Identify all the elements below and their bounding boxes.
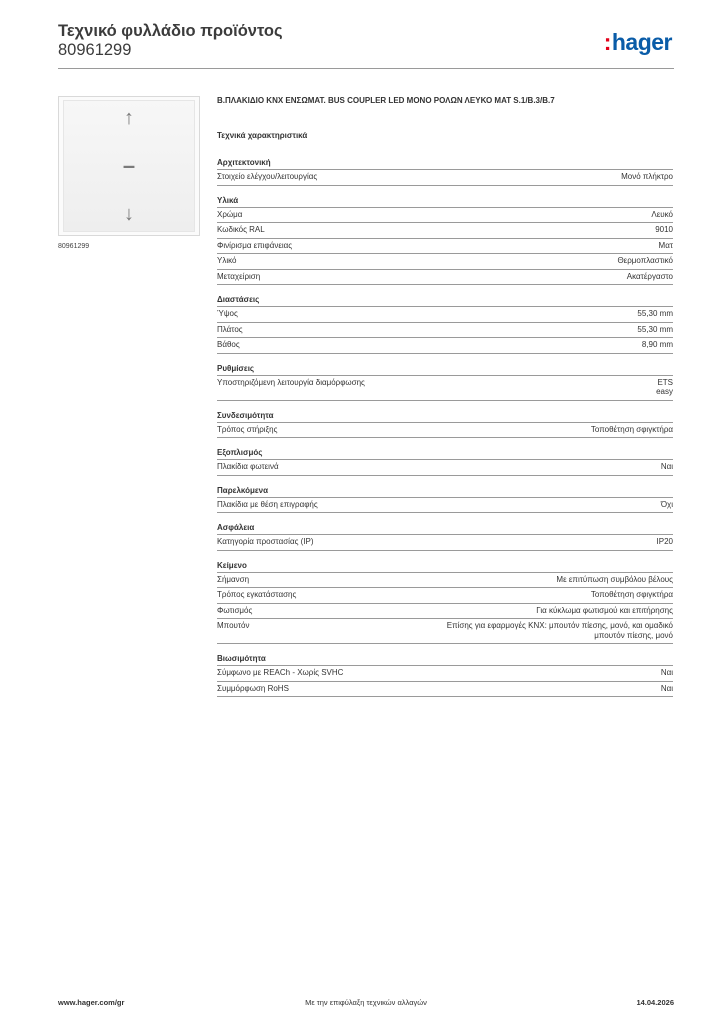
spec-value (556, 575, 673, 585)
spec-value (621, 172, 673, 182)
spec-value (656, 378, 673, 397)
spec-content (217, 96, 673, 707)
spec-group (217, 411, 673, 439)
website-link[interactable]: www.hager.com/gr (58, 998, 125, 1007)
spec-label: Σύμφωνο με REACh - Χωρίς SVHC (217, 668, 344, 677)
spec-row (217, 682, 673, 698)
spec-value-line: Επίσης για εφαρμογές KNX: μπουτόν πίεσης, μονό, και ομαδικό (446, 621, 673, 630)
dash-icon: – (122, 153, 136, 178)
spec-label: Μπουτόν (217, 621, 250, 630)
spec-value (637, 309, 673, 319)
spec-value-line: Θερμοπλαστικό (617, 256, 673, 265)
spec-value (661, 462, 673, 472)
spec-value (659, 241, 673, 251)
spec-row (217, 323, 673, 339)
spec-value-line: IP20 (656, 537, 673, 546)
footer-notice: Με την επιφύλαξη τεχνικών αλλαγών (305, 998, 427, 1007)
spec-group (217, 561, 673, 645)
spec-group (217, 158, 673, 186)
spec-row (217, 338, 673, 354)
spec-group-title: Κείμενο (217, 561, 673, 573)
spec-value (536, 606, 673, 616)
arrow-down-icon: ↓ (124, 203, 134, 225)
spec-value-line: Ματ (658, 240, 673, 250)
spec-group (217, 486, 673, 514)
spec-row (217, 535, 673, 551)
spec-value-line: easy (656, 387, 673, 396)
logo-text: hager (611, 29, 672, 55)
spec-group (217, 654, 673, 697)
spec-value-line: Τοποθέτηση σφιγκτήρα (590, 424, 673, 434)
spec-group-title: Διαστάσεις (217, 295, 673, 307)
spec-row (217, 376, 673, 401)
spec-label: Κατηγορία προστασίας (IP) (217, 537, 314, 546)
spec-row (217, 604, 673, 620)
spec-value-line: μπουτόν πίεσης, μονό (594, 630, 673, 640)
spec-group-title: Ασφάλεια (217, 523, 673, 535)
spec-value (617, 256, 673, 266)
spec-label: Τρόπος εγκατάστασης (217, 590, 297, 599)
arrow-up-icon: ↑ (124, 107, 134, 129)
spec-value-line: 9010 (655, 225, 673, 234)
spec-value (655, 225, 673, 235)
specs-heading: Τεχνικά χαρακτηριστικά (217, 131, 308, 140)
logo-colon: : (603, 29, 611, 55)
spec-group (217, 523, 673, 551)
spec-group (217, 448, 673, 476)
spec-label: Σήμανση (217, 574, 250, 584)
spec-label: Υλικό (217, 256, 237, 265)
spec-row (217, 239, 673, 255)
spec-row (217, 423, 673, 439)
spec-value (637, 325, 673, 335)
spec-value-line: Με επιτύπωση συμβόλου βέλους (556, 574, 673, 584)
spec-group-title: Εξοπλισμός (217, 448, 673, 460)
spec-value-line: Λευκό (651, 209, 673, 219)
spec-value (627, 272, 673, 282)
spec-label: Πλακίδια με θέση επιγραφής (217, 499, 318, 509)
spec-value-line: ETS (657, 377, 673, 387)
page-header (58, 22, 674, 68)
spec-label: Μεταχείριση (217, 271, 261, 281)
spec-value-line: Τοποθέτηση σφιγκτήρα (590, 590, 673, 599)
spec-group-title: Ρυθμίσεις (217, 364, 673, 376)
spec-label: Κωδικός RAL (217, 225, 265, 234)
spec-value-line: 8,90 mm (641, 340, 673, 349)
spec-row (217, 254, 673, 270)
spec-value (661, 500, 673, 510)
spec-label: Ύψος (217, 309, 238, 318)
header-divider (58, 68, 674, 69)
spec-row (217, 223, 673, 239)
spec-value (591, 590, 673, 600)
spec-row (217, 588, 673, 604)
spec-label: Φωτισμός (217, 605, 253, 615)
spec-value-line: 55,30 mm (637, 309, 673, 318)
spec-row (217, 460, 673, 476)
image-caption: 80961299 (58, 243, 90, 250)
spec-label: Πλάτος (217, 324, 243, 334)
spec-value (657, 537, 673, 547)
spec-value-line: Μονό πλήκτρο (621, 172, 673, 181)
footer-date: 14.04.2026 (636, 998, 674, 1007)
spec-row (217, 498, 673, 514)
spec-value (642, 340, 673, 350)
spec-value-line: Ναι (660, 668, 673, 677)
spec-label: Φινίρισμα επιφάνειας (217, 240, 293, 250)
spec-group-title: Συνδεσιμότητα (217, 411, 673, 423)
spec-label: Υποστηριζόμενη λειτουργία διαμόρφωσης (217, 377, 365, 387)
spec-group-title: Παρελκόμενα (217, 486, 673, 498)
spec-row (217, 619, 673, 644)
spec-value-line: 55,30 mm (637, 324, 673, 334)
spec-label: Τρόπος στήριξης (217, 424, 278, 434)
spec-label: Χρώμα (217, 209, 243, 219)
spec-group (217, 196, 673, 286)
product-code: 80961299 (58, 41, 132, 59)
spec-value-line: Ακατέργαστο (626, 271, 673, 281)
spec-value (661, 668, 673, 678)
spec-group-title: Αρχιτεκτονική (217, 158, 673, 170)
spec-row (217, 573, 673, 589)
spec-value-line: Ναι (660, 683, 673, 693)
spec-group (217, 295, 673, 354)
spec-row (217, 270, 673, 286)
page-title: Τεχνικό φυλλάδιο προϊόντος (58, 22, 283, 40)
spec-row (217, 666, 673, 682)
spec-row (217, 170, 673, 186)
hager-logo[interactable] (604, 30, 672, 54)
switch-plate (63, 100, 195, 232)
spec-label: Συμμόρφωση RoHS (217, 683, 289, 693)
spec-label: Βάθος (217, 340, 240, 349)
spec-value-line: Για κύκλωμα φωτισμού και επιτήρησης (536, 605, 673, 615)
spec-group-title: Υλικά (217, 196, 673, 208)
spec-groups (217, 158, 673, 697)
spec-group-title: Βιωσιμότητα (217, 654, 673, 666)
spec-label: Πλακίδια φωτεινά (217, 462, 279, 471)
spec-row (217, 208, 673, 224)
spec-group (217, 364, 673, 401)
spec-value (447, 621, 673, 640)
spec-value (661, 684, 673, 694)
spec-value (651, 210, 673, 220)
spec-value-line: Όχι (660, 499, 673, 509)
product-title: Β.ΠΛΑΚΙΔΙΟ KNX ΕΝΣΩΜΑΤ. BUS COUPLER LED ΜΟΝΟ ΡΟΛΩΝ ΛΕΥΚΟ ΜΑΤ S.1/B.3/B.7 (217, 96, 555, 105)
spec-label: Στοιχείο ελέγχου/λειτουργίας (217, 172, 318, 181)
spec-row (217, 307, 673, 323)
spec-value-line: Ναι (660, 462, 673, 471)
spec-value (591, 425, 673, 435)
product-image (58, 96, 200, 236)
